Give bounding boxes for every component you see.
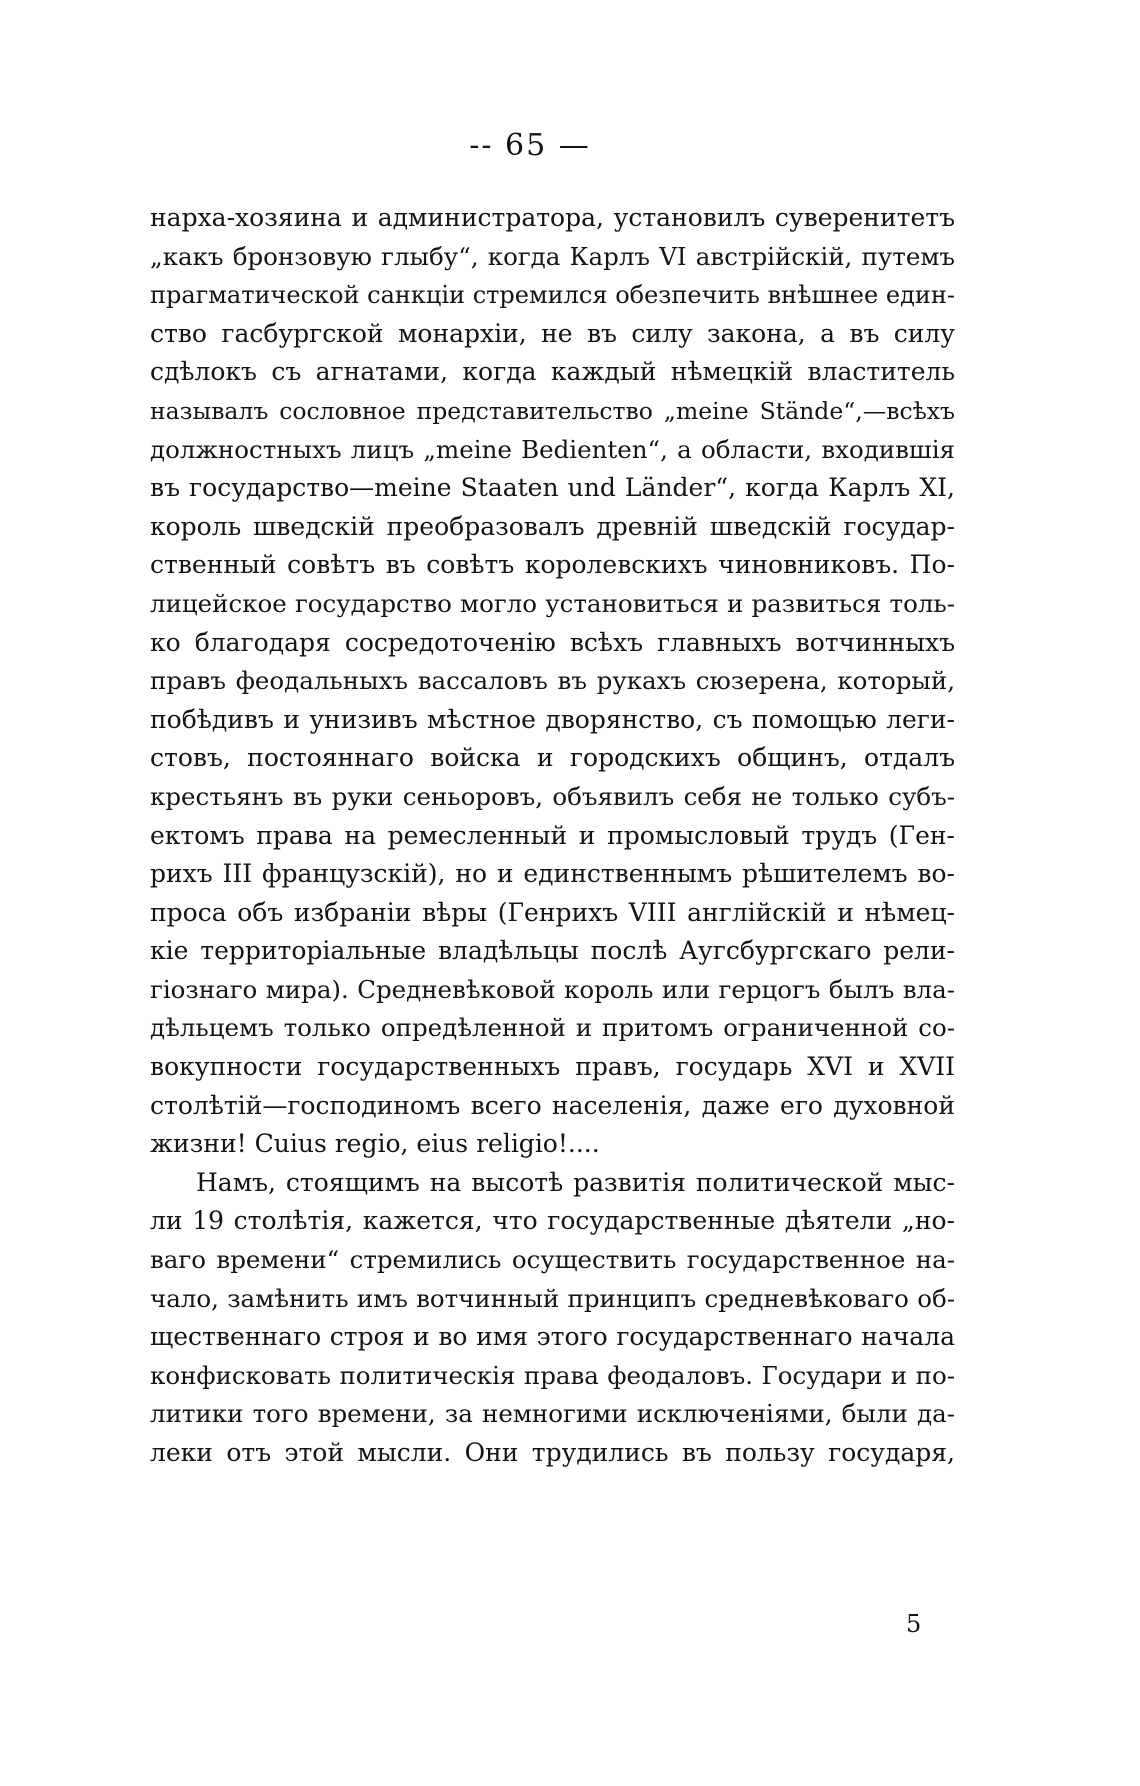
- text-line: чало, замѣнить имъ вотчинный принципъ средневѣковаго об-: [150, 1283, 955, 1313]
- text-line: король шведскій преобразовалъ древній шведскій государ-: [150, 511, 955, 541]
- text-line: „какъ бронзовую глыбу“, когда Карлъ VI австрійскій, путемъ: [150, 241, 955, 271]
- text-line: леки отъ этой мысли. Они трудились въ пользу государя,: [150, 1438, 955, 1467]
- signature-mark: 5: [906, 1610, 922, 1638]
- text-line: стовъ, постояннаго войска и городскихъ общинъ, отдалъ: [150, 743, 955, 773]
- text-line: конфисковать политическія права феодаловъ. Государи и по-: [150, 1360, 955, 1390]
- text-line: рихъ III французскій), но и единственнымъ рѣшителемъ во-: [150, 859, 955, 889]
- body-text: [150, 199, 955, 1473]
- text-line: ство гасбургской монархіи, не въ силу закона, а въ силу: [150, 318, 955, 348]
- text-line: кіе территоріальные владѣльцы послѣ Аугсбургскаго рели-: [150, 936, 955, 966]
- text-line: вокупности государственныхъ правъ, государь XVI и XVII: [150, 1052, 955, 1082]
- text-line: правъ феодальныхъ вассаловъ въ рукахъ сюзерена, который,: [150, 666, 955, 696]
- text-line: нарха-хозяина и администратора, установилъ суверенитетъ: [150, 203, 955, 232]
- text-line: ектомъ права на ремесленный и промысловый трудъ (Ген-: [150, 820, 955, 850]
- text-line: ли 19 столѣтія, кажется, что государственные дѣятели „но-: [150, 1206, 955, 1236]
- text-line: дѣльцемъ только опредѣленной и притомъ ограниченной со-: [150, 1013, 955, 1043]
- text-line: побѣдивъ и унизивъ мѣстное дворянство, съ помощью леги-: [150, 704, 955, 734]
- text-line: крестьянъ въ руки сеньоровъ, объявилъ себя не только субъ-: [150, 781, 955, 811]
- text-line: ваго времени“ стремились осуществить государственное на-: [150, 1245, 955, 1275]
- text-line: литики того времени, за немногими исключеніями, были да-: [150, 1399, 955, 1429]
- text-line: проса объ избраніи вѣры (Генрихъ VIII англійскій и нѣмец-: [150, 897, 955, 927]
- text-line: ственный совѣтъ въ совѣтъ королевскихъ чиновниковъ. По-: [150, 550, 955, 580]
- paragraph-2: [150, 1164, 955, 1473]
- page-number: -- 65 —: [469, 128, 591, 163]
- text-line: столѣтій—господиномъ всего населенія, даже его духовной: [150, 1090, 955, 1120]
- paragraph-1: [150, 199, 955, 1164]
- text-line: въ государство—meine Staaten und Länder“, когда Карлъ XI,: [150, 473, 955, 503]
- text-line: прагматической санкціи стремился обезпечить внѣшнее един-: [150, 281, 955, 310]
- text-line: ко благодаря сосредоточенію всѣхъ главныхъ вотчинныхъ: [150, 627, 955, 657]
- text-line: лицейское государство могло установиться и развиться толь-: [150, 588, 955, 618]
- text-line: жизни! Cuius regio, eius religio!....: [150, 1129, 600, 1159]
- text-line: должностныхъ лицъ „meine Bedienten“, а области, входившія: [150, 434, 955, 464]
- text-line: щественнаго строя и во имя этого государственнаго начала: [150, 1322, 955, 1352]
- text-line: сдѣлокъ съ агнатами, когда каждый нѣмецкій властитель: [150, 357, 955, 387]
- text-line: Намъ, стоящимъ на высотѣ развитія политической мыс-: [196, 1167, 955, 1197]
- text-line: называлъ сословное представительство „meine Stände“,—всѣхъ: [150, 396, 955, 425]
- text-line: гіознаго мира). Средневѣковой король или герцогъ былъ вла-: [150, 974, 955, 1004]
